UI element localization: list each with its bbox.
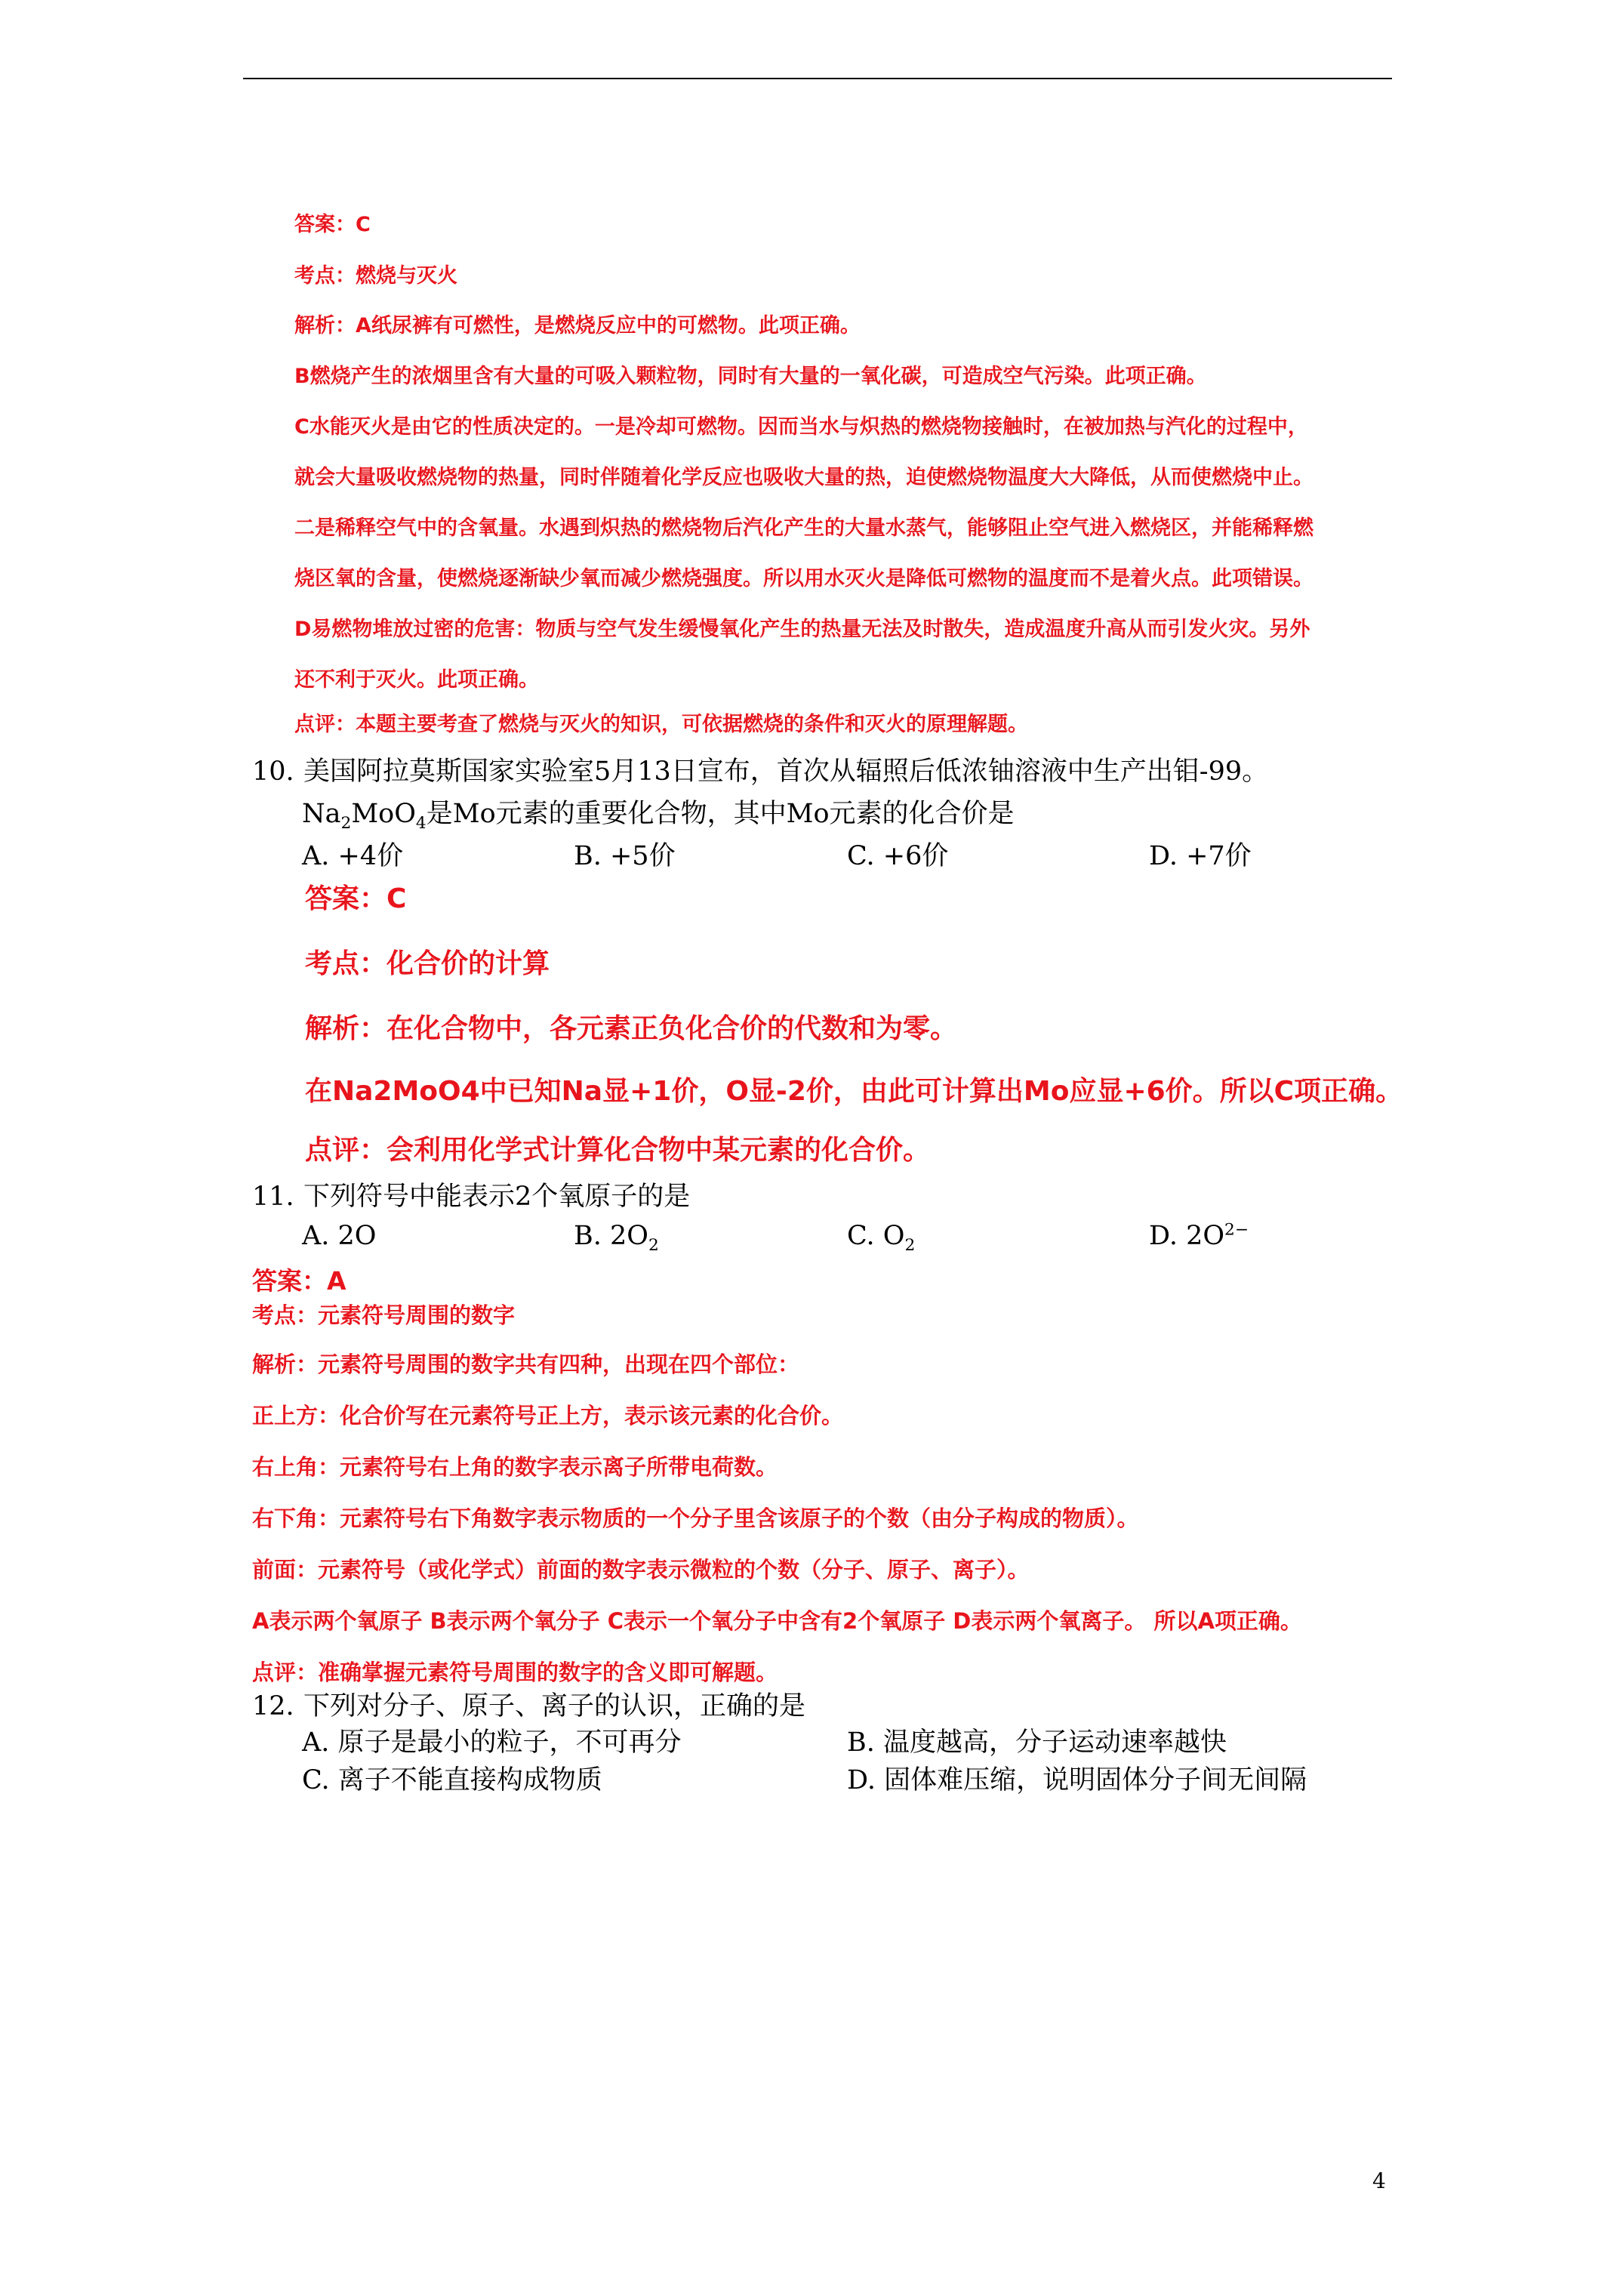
page-number: 4 bbox=[1372, 2168, 1386, 2193]
q9-explain-line: 烧区氧的含量，使燃烧逐渐缺少氧而减少燃烧强度。所以用水灭火是降低可燃物的温度而不是着火点。此项错误。 bbox=[294, 567, 1313, 590]
q10-explain-line: 解析：在化合物中，各元素正负化合价的代数和为零。 bbox=[305, 1013, 958, 1044]
q9-explain-line: C水能灭火是由它的性质决定的。一是冷却可燃物。因而当水与炽热的燃烧物接触时，在被加热与汽化的过程中， bbox=[294, 415, 1308, 439]
q10-point: 考点：化合价的计算 bbox=[305, 948, 550, 979]
q9-explain-line: 二是稀释空气中的含氧量。水遇到炽热的燃烧物后汽化产生的大量水蒸气，能够阻止空气进入燃烧区，并能稀释燃 bbox=[294, 516, 1313, 540]
q11-option-d: D. $2O^{2-}$ bbox=[1149, 1220, 1249, 1251]
q11-explain-line: 右下角：元素符号右下角数字表示物质的一个分子里含该原子的个数（由分子构成的物质）。 bbox=[252, 1505, 1139, 1531]
q11-option-c: C. $O_2$ bbox=[847, 1221, 916, 1255]
q10-option-c: C. +6价 bbox=[847, 841, 949, 871]
q10-option-b: B. +5价 bbox=[574, 841, 676, 871]
q11-explain-line: 右上角：元素符号右上角的数字表示离子所带电荷数。 bbox=[252, 1454, 778, 1480]
q12-option-d: D. 固体难压缩，说明固体分子间无间隔 bbox=[847, 1765, 1307, 1795]
q11-stem: 下列符号中能表示2个氧原子的是 bbox=[303, 1182, 691, 1212]
q11-answer: 答案：A bbox=[252, 1266, 346, 1296]
q11-explain-line: 正上方：化合价写在元素符号正上方，表示该元素的化合价。 bbox=[252, 1403, 844, 1428]
q9-point: 考点：燃烧与灭火 bbox=[294, 264, 457, 288]
q11-option-a: A. 2O bbox=[302, 1221, 377, 1251]
q9-explain-line: D易燃物堆放过密的危害：物质与空气发生缓慢氧化产生的热量无法及时散失，造成温度升高从而引发火灾。另外 bbox=[294, 618, 1310, 641]
q9-explain-line: 解析：A纸尿裤有可燃性，是燃烧反应中的可燃物。此项正确。 bbox=[294, 314, 861, 337]
q9-comment: 点评：本题主要考查了燃烧与灭火的知识，可依据燃烧的条件和灭火的原理解题。 bbox=[294, 713, 1028, 736]
q12-option-c: C. 离子不能直接构成物质 bbox=[302, 1765, 602, 1795]
q11-point: 考点：元素符号周围的数字 bbox=[252, 1302, 516, 1328]
q9-explain-line: 还不利于灭火。此项正确。 bbox=[294, 668, 539, 692]
q12-stem: 下列对分子、原子、离子的认识，正确的是 bbox=[303, 1691, 806, 1721]
q10-comment: 点评：会利用化学式计算化合物中某元素的化合价。 bbox=[305, 1135, 931, 1166]
q10-explain-line: 在Na2MoO4中已知Na显+1价，O显-2价，由此可计算出Mo应显+6价。所以C项正确。 bbox=[305, 1076, 1403, 1107]
q12-option-b: B. 温度越高，分子运动速率越快 bbox=[847, 1727, 1227, 1758]
q10-number: 10. bbox=[252, 757, 294, 787]
q11-comment: 点评：准确掌握元素符号周围的数字的含义即可解题。 bbox=[252, 1660, 778, 1685]
q10-stem-formula: $Na_2MoO_4$是Mo元素的重要化合物，其中Mo元素的化合价是 bbox=[302, 799, 1015, 833]
q12-option-a: A. 原子是最小的粒子，不可再分 bbox=[302, 1727, 682, 1758]
q10-option-d: D. +7价 bbox=[1149, 841, 1252, 871]
q11-explain-line: 前面：元素符号（或化学式）前面的数字表示微粒的个数（分子、原子、离子）。 bbox=[252, 1557, 1030, 1583]
q11-number: 11. bbox=[252, 1182, 294, 1212]
q11-explain-line: A表示两个氧原子 B表示两个氧分子 C表示一个氧分子中含有2个氧原子 D表示两个氧离子。 所以A项正确。 bbox=[252, 1608, 1302, 1634]
q12-number: 12. bbox=[252, 1691, 294, 1721]
q11-option-b: B. $2O_2$ bbox=[574, 1221, 659, 1255]
q9-explain-line: B燃烧产生的浓烟里含有大量的可吸入颗粒物，同时有大量的一氧化碳，可造成空气污染。此项正确。 bbox=[294, 365, 1207, 388]
q9-answer: 答案：C bbox=[294, 213, 371, 236]
header-rule bbox=[243, 78, 1392, 79]
q9-explain-line: 就会大量吸收燃烧物的热量，同时伴随着化学反应也吸收大量的热，迫使燃烧物温度大大降低，从而使燃烧中止。 bbox=[294, 466, 1313, 489]
q10-answer: 答案：C bbox=[305, 883, 407, 914]
q10-option-a: A. +4价 bbox=[302, 841, 404, 871]
q11-explain-line: 解析：元素符号周围的数字共有四种，出现在四个部位： bbox=[252, 1351, 800, 1377]
q10-stem: 美国阿拉莫斯国家实验室5月13日宣布，首次从辐照后低浓铀溶液中生产出钼-99。 bbox=[303, 757, 1269, 787]
